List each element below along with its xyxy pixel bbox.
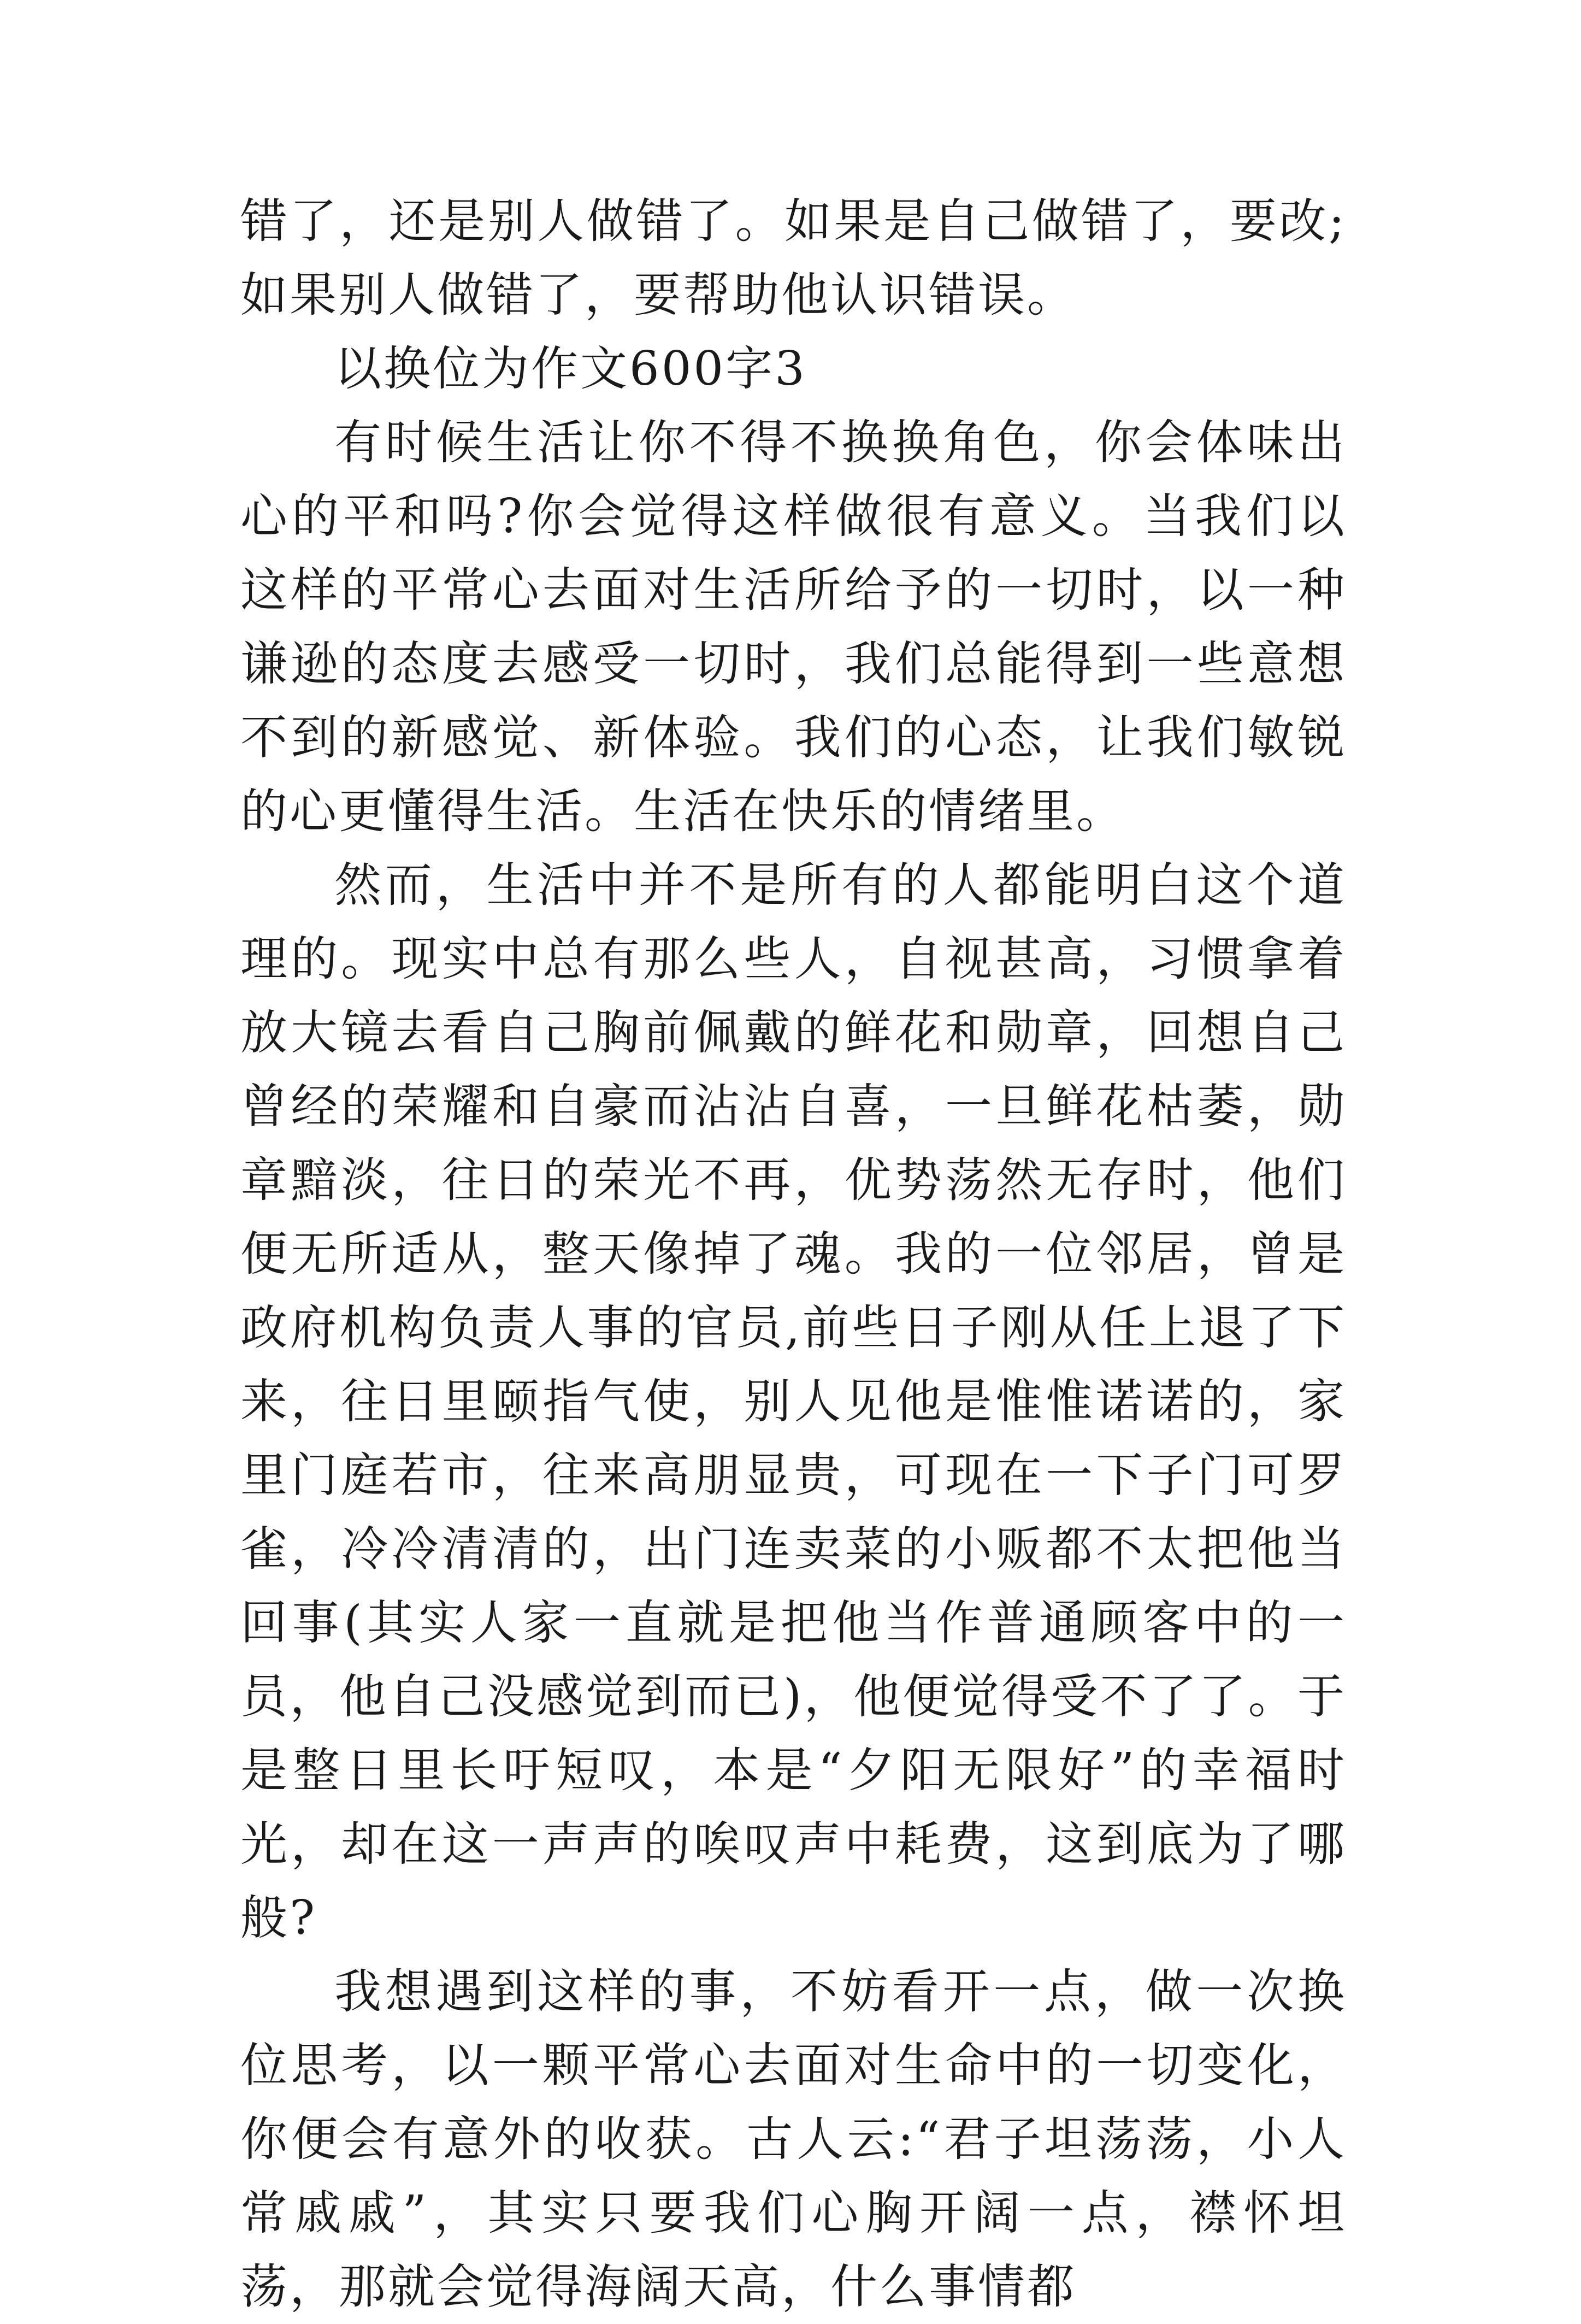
document-body xyxy=(240,185,1347,2324)
continued-paragraph: 错了，还是别人做错了。如果是自己做错了，要改;如果别人做错了，要帮助他认识错误。 xyxy=(240,194,1347,322)
section-title: 以换位为作文600字3 xyxy=(334,342,807,396)
paragraph-3: 我想遇到这样的事，不妨看开一点，做一次换位思考，以一颗平常心去面对生命中的一切变化，你便会有意外的收获。古人云:“君子坦荡荡，小人常戚戚”，其实只要我们心胸开阔一点，襟怀坦荡，那就会觉得海阔天高，什么事情都 xyxy=(240,1964,1347,2314)
paragraph-2: 然而，生活中并不是所有的人都能明白这个道理的。现实中总有那么些人，自视甚高，习惯拿着放大镜去看自己胸前佩戴的鲜花和勋章，回想自己曾经的荣耀和自豪而沾沾自喜，一旦鲜花枯萎，勋章黯淡，往日的荣光不再，优势荡然无存时，他们便无所适从，整天像掉了魂。我的一位邻居，曾是政府机构负责人事的官员,前些日子刚从任上退了下来，往日里颐指气使，别人见他是惟惟诺诺的，家里门庭若市，往来高朋显贵，可现在一下子门可罗雀，冷冷清清的，出门连卖菜的小贩都不太把他当回事(其实人家一直就是把他当作普通顾客中的一员，他自己没感觉到而已)，他便觉得受不了了。于是整日里长吁短叹，本是“夕阳无限好”的幸福时光，却在这一声声的唉叹声中耗费，这到底为了哪般? xyxy=(240,858,1347,1945)
paragraph-1: 有时候生活让你不得不换换角色，你会体味出心的平和吗?你会觉得这样做很有意义。当我们以这样的平常心去面对生活所给予的一切时，以一种谦逊的态度去感受一切时，我们总能得到一些意想不到的新感觉、新体验。我们的心态，让我们敏锐的心更懂得生活。生活在快乐的情绪里。 xyxy=(240,415,1347,839)
